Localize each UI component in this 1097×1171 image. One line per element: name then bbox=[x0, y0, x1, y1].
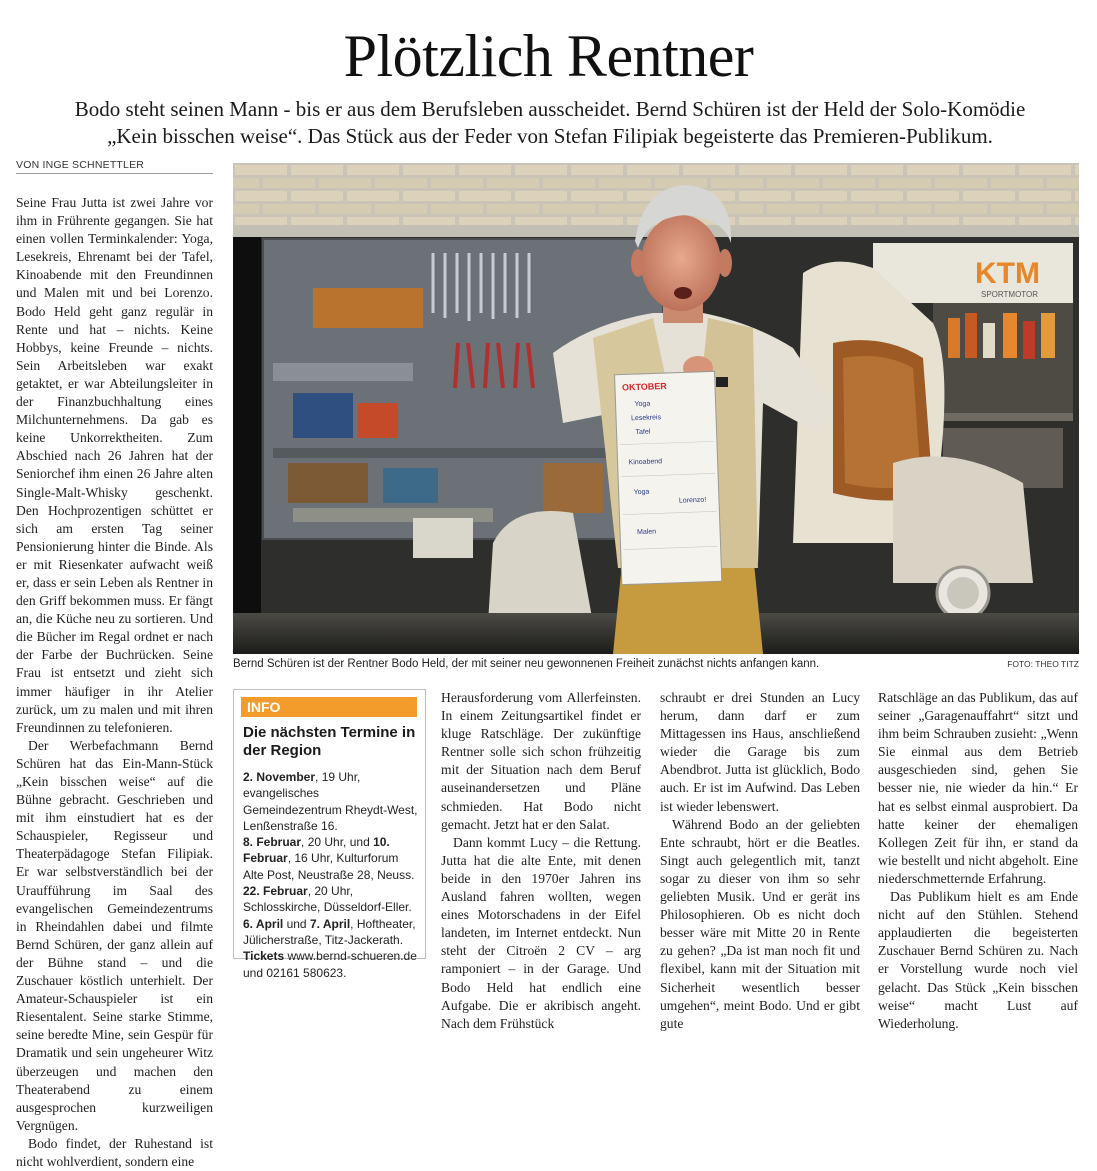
calendar-entry: Malen bbox=[636, 528, 657, 537]
event-entry bbox=[243, 769, 421, 834]
info-dates bbox=[243, 769, 421, 981]
paragraph: Das Publikum hielt es am Ende nicht auf den Stühlen. Stehend applaudierten die begeisterten Zuschauer Bernd Schüren zu. Nach er Vorstellung wurde noch viel gelacht. Das Stück „Kein bisschen weise“ macht Lust auf Wiederholung. bbox=[878, 889, 1078, 1031]
paragraph: Bodo findet, der Ruhestand ist nicht wohlverdient, sondern eine bbox=[16, 1135, 213, 1169]
subheadline bbox=[20, 96, 1080, 150]
headline: Plötzlich Rentner bbox=[343, 23, 754, 89]
event-entry bbox=[243, 834, 421, 883]
calendar-entry: Lesekreis bbox=[630, 414, 662, 423]
calendar-entry: Lorenzo! bbox=[678, 496, 707, 505]
info-box bbox=[233, 689, 426, 980]
calendar-entry: Tafel bbox=[635, 428, 651, 437]
event-connector: und bbox=[283, 916, 310, 931]
paragraph: schraubt er drei Stunden an Lucy herum, dann darf er zum Mittagessen ins Haus, anschließend wieder die Garage bis zum Abendbrot. Jutta ist glücklich, Bodo auch. Er ist im Aufwind. Das Leben ist wieder lebenswert. bbox=[660, 690, 860, 814]
event-entry bbox=[243, 883, 421, 916]
event-date: 22. Februar bbox=[243, 884, 308, 899]
event-entry bbox=[243, 916, 421, 949]
event-details: , 16 Uhr, Kulturforum Alte Post, Neustraße 28, Neuss. bbox=[243, 851, 415, 882]
calendar-heading: OKTOBER bbox=[621, 380, 667, 393]
photo-caption bbox=[233, 658, 1079, 670]
byline: VON INGE SCHNETTLER bbox=[16, 159, 213, 174]
event-date: 7. April bbox=[309, 916, 351, 931]
caption-text: Bernd Schüren ist der Rentner Bodo Held, der mit seiner neu gewonnenen Freiheit zunächst nichts anfangen kann. bbox=[233, 658, 820, 670]
event-details: , 19 Uhr, evangelisches Gemeindezentrum Rheydt-West, Lenßenstraße 16. bbox=[243, 770, 418, 833]
calendar-entry: Kinoabend bbox=[628, 458, 663, 467]
wall-sign-sub: SPORTMOTOR bbox=[981, 290, 1039, 299]
event-date: 10. Februar bbox=[243, 835, 390, 866]
info-title: Die nächsten Termine in der Region bbox=[243, 724, 416, 759]
paragraph: Seine Frau Jutta ist zwei Jahre vor ihm in Frührente gegangen. Sie hat einen vollen Terminkalender: Yoga, Lesekreis, Ehrenamt bei der Tafel, Kinoabende mit den Freundinnen und Malen mit und bei Lorenzo. Bodo Held geht ganz regulär in Rente und hat – nichts. Keine Hobbys, keine Freunde – nichts. Sein Arbeitsleben war exakt getaktet, er war Abteilungsleiter in der Finanzbuchhaltung eines Milchunternehmens. Da gab es keine Unkorrektheiten. Zum Abschied nach 26 Jahren hat der Seniorchef ihm einen 26 Jahre alten Single-Malt-Whisky geschenkt. Den Hochprozentigen schüttet er sich am ersten Tag seiner Pensionierung hinter die Binde. Als er mit Riesenkater aufwacht weiß er, dass er sein Leben als Rentner in den Griff bekommen muss. Er fängt an, die Küche neu zu sortieren. Und die Bücher im Regal ordnet er nach der Farbe der Buchrücken. Seine Frau ist entsetzt und zieht sich immer häufiger in ihr Atelier zurück, um zu malen und mit ihren Freundinnen zu telefonieren. bbox=[16, 195, 213, 735]
article-column-4 bbox=[660, 689, 860, 1033]
event-date: 8. Februar bbox=[243, 835, 302, 850]
subheadline-line-1: Bodo steht seinen Mann - bis er aus dem Berufsleben ausscheidet. Bernd Schüren ist der Held der Solo-Komödie bbox=[74, 97, 1026, 121]
event-date: 6. April bbox=[243, 916, 284, 931]
article-column-3 bbox=[441, 689, 641, 1033]
tickets-text: www.bernd-schueren.de und 02161 580623. bbox=[243, 949, 417, 980]
subheadline-line-2: „Kein bisschen weise“. Das Stück aus der Feder von Stefan Filipiak begeisterte das Premieren-Publikum. bbox=[107, 124, 993, 148]
wall-sign: KTM bbox=[975, 257, 1040, 290]
stage-photo bbox=[233, 163, 1079, 654]
calendar-entry: Yoga bbox=[633, 488, 650, 497]
info-tag: INFO bbox=[241, 697, 417, 717]
calendar-entry: Yoga bbox=[634, 400, 651, 409]
paragraph: Der Werbefachmann Bernd Schüren hat das Ein-Mann-Stück „Kein bisschen weise“ auf die Bühne gebracht. Geschrieben und mit ihm einstudiert hat es der Schauspieler, Regisseur und Theaterpädagoge Stefan Filipiak. Er war selbstverständlich bei der Uraufführung im Saal des evangelischen Gemeindezentrums in Rheindahlen dabei und filmte Bernd Schüren, der ganz allein auf der Bühne stand – und die Zuschauer köstlich unterhielt. Der Amateur-Schauspieler ist ein Riesentalent. Seine starke Stimme, seine beredte Mine, sein Gespür für Dramatik und sein ungeheurer Witz überzeugen und machen den Theaterabend zu einem ausgesprochen kurzweiligen Vergnügen. bbox=[16, 737, 213, 1133]
event-details: , 20 Uhr, Schlosskirche, Düsseldorf-Eller. bbox=[243, 884, 412, 915]
paragraph: Herausforderung vom Allerfeinsten. In einem Zeitungsartikel findet er kluge Ratschläge. Der zukünftige Rentner solle sich schon frühzeitig mit der Situation nach dem Beruf auseinandersetzen und Pläne schmieden. Hat Bodo nicht gemacht. Jetzt hat er den Salat. bbox=[441, 690, 641, 832]
paragraph: Dann kommt Lucy – die Rettung. Jutta hat die alte Ente, mit denen beide in den 1970er Jahren ins Ausland fahren wollten, wegen eines Motorschadens in der Eifel landeten, im Internet entdeckt. Nun steht der Citroën 2 CV – arg ramponiert – in der Garage. Und Bodo Held hat endlich eine Aufgabe. Die er akribisch angeht. Nach dem Frühstück bbox=[441, 834, 641, 1031]
photo-credit: FOTO: THEO TITZ bbox=[1007, 659, 1079, 669]
stage-photo-illustration bbox=[233, 163, 1079, 654]
paragraph: Während Bodo an der geliebten Ente schraubt, hört er die Beatles. Singt auch gelegentlich mit, tanzt sogar zu dieser von ihm so sehr geliebten Musik. Und er gerät ins Philosophieren. Ob es nicht doch besser wäre mit Mitte 20 in Rente zu gehen? „Da ist man noch fit und flexibel, kann mit der Situation mit Sicherheit wesentlich besser umgehen“, meint Bodo. Und er gibt gute bbox=[660, 816, 860, 1031]
paragraph: Ratschläge an das Publikum, das auf seiner „Garagenauffahrt“ sitzt und ihm beim Schrauben zusieht: „Wenn Sie einmal aus dem Betrieb ausgeschieden sind, gehen Sie besser nie, nie wieder da hin.“ Er hat es selbst einmal ausprobiert. Da hatte keiner der ehemaligen Kollegen Zeit für ihn, er stand da wie bestellt und nicht abgeholt. Eine niederschmetternde Erfahrung. bbox=[878, 690, 1078, 886]
article-column-5 bbox=[878, 689, 1078, 1033]
article-column-1 bbox=[16, 194, 213, 1171]
event-connector: , 20 Uhr, und bbox=[301, 835, 374, 850]
event-details: , Hoftheater, Jülicherstraße, Titz-Jackerath. bbox=[243, 916, 416, 947]
tickets-info bbox=[243, 948, 421, 981]
tickets-label: Tickets bbox=[243, 949, 285, 964]
event-date: 2. November bbox=[243, 770, 316, 784]
